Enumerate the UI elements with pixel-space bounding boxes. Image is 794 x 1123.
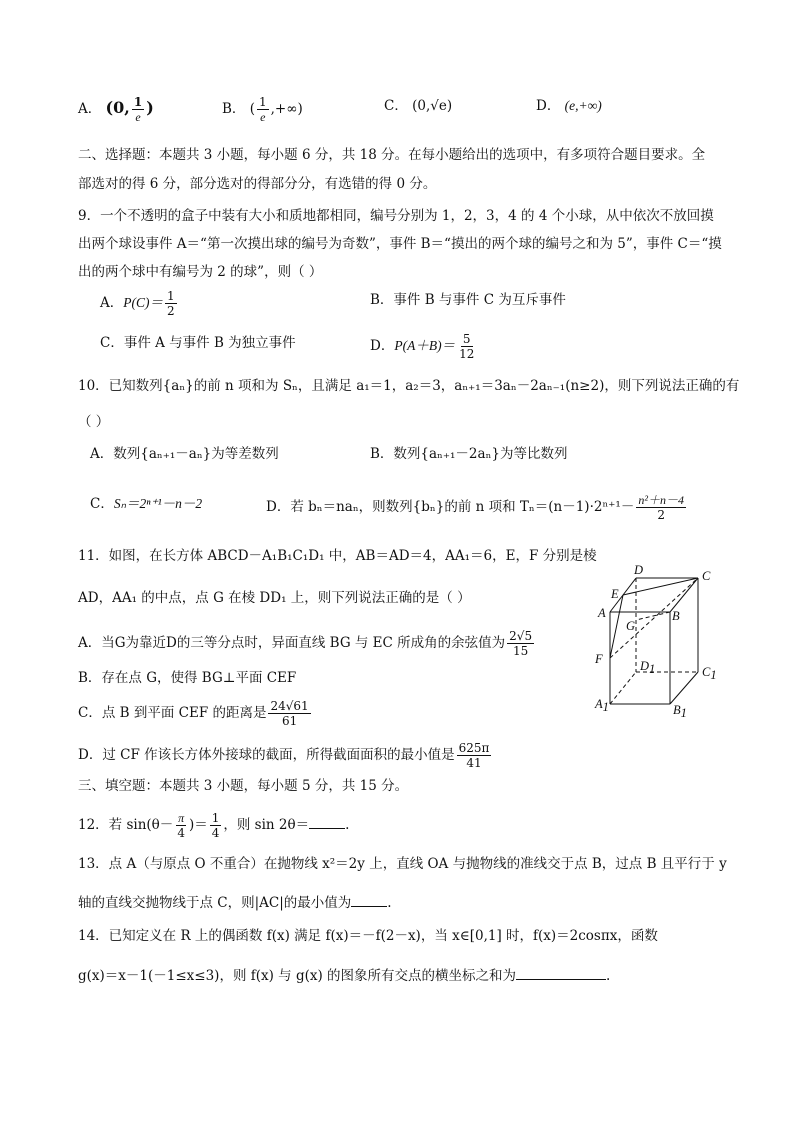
q10-option-c: C．Sₙ＝2ⁿ⁺¹－n－2 [90,496,203,512]
label-d1: D1 [640,659,656,676]
q9-line2: 出两个球设事件 A＝“第一次摸出球的编号为奇数”，事件 B＝“摸出的两个球的编号之和为 5”，事件 C＝“摸 [78,236,722,252]
q11-line2: AD，AA₁ 的中点，点 G 在棱 DD₁ 上，则下列说法正确的是（ ） [78,590,471,606]
q9-option-c: C．事件 A 与事件 B 为独立事件 [100,335,296,351]
label-a: A [598,606,606,620]
label-b: B [672,609,680,623]
section3-heading: 三、填空题：本题共 3 小题，每小题 5 分，共 15 分。 [78,778,409,794]
q8-b-fraction: $\frac{1}{e}$ [259,95,267,124]
q14-answer-blank[interactable] [516,967,606,980]
label-f: F [595,652,603,666]
q10-d-fraction: $\frac{\text{n²＋n－4}}{2}$ [638,493,684,522]
q10-line1: 10．已知数列{aₙ}的前 n 项和为 Sₙ，且满足 a₁＝1，a₂＝3，aₙ₊₁＝3aₙ－2aₙ₋₁(n≥2)，则下列说法正确的有 [78,378,740,394]
q11-c-fraction: $\frac{24√61}{61}$ [270,699,309,728]
q13-answer-blank[interactable] [351,894,387,907]
q9-option-b: B．事件 B 与事件 C 为互斥事件 [370,292,566,308]
edge-c1b1 [670,672,698,704]
q12-pi-fraction: $\frac{\pi}{4}$ [177,811,185,840]
q11-option-a: A．当G为靠近D的三等分点时，异面直线 BG 与 EC 所成角的余弦值为 $\frac{2√5}{15}$ [78,629,533,658]
q13-line2: 轴的直线交抛物线于点 C，则|AC|的最小值为 . [78,895,392,911]
q12-value-fraction: $\frac{1}{4}$ [211,811,220,840]
label-c: C [702,569,711,583]
label-e: E [611,587,619,601]
q10-option-b: B．数列{aₙ₊₁－2aₙ}为等比数列 [370,446,568,462]
q8-a-fraction: $\frac{1}{e}$ [133,95,143,124]
q8-option-a: A． (0, $\frac{1}{e}$ ) [78,95,154,124]
q10-option-d: D．若 bₙ＝naₙ，则数列{bₙ}的前 n 项和 Tₙ＝(n－1)·2ⁿ⁺¹－ $\frac{\text{n²＋n－4}}{2}$ [266,493,684,522]
q14-line2: g(x)＝x－1(－1≤x≤3)，则 f(x) 与 g(x) 的图象所有交点的横坐标之和为 . [78,968,611,984]
section2-line1: 二、选择题：本题共 3 小题，每小题 6 分，共 18 分。在每小题给出的选项中，有多项符合题目要求。全 [78,147,706,163]
segment-fc [610,578,698,658]
q10-line2: （ ） [78,414,110,430]
q14-line1: 14．已知定义在 R 上的偶函数 f(x) 满足 f(x)＝－f(2－x)，当 x∈[0,1] 时，f(x)＝2cosπx，函数 [78,928,658,944]
q11-line1: 11．如图，在长方体 ABCD－A₁B₁C₁D₁ 中，AB＝AD＝4，AA₁＝6，E，F 分别是棱 [78,548,597,564]
q9-option-d: D．P(A＋B)＝ $\frac{5}{12}$ [370,332,475,361]
q12-answer-blank[interactable] [309,816,345,829]
q11-option-d: D．过 CF 作该长方体外接球的截面，所得截面面积的最小值是 $\frac{625\pi}{41}$ [78,741,490,770]
q9-a-fraction: $\frac{1}{2}$ [167,289,175,318]
q9-line3: 出的两个球中有编号为 2 的球”，则（ ） [78,264,323,280]
label-a1: A1 [595,697,609,714]
q11-option-b: B．存在点 G，使得 BG⊥平面 CEF [78,670,297,686]
section2-line2: 部选对的得 6 分，部分选对的得部分分，有选错的得 0 分。 [78,176,437,192]
label-d: D [634,563,644,577]
q10-option-a: A．数列{aₙ₊₁－aₙ}为等差数列 [90,446,279,462]
cuboid-figure [590,562,720,720]
q12-line: 12．若 sin(θ－ $\frac{\pi}{4}$ )＝ $\frac{1}{4}$ ，则 sin 2θ＝ . [78,811,350,840]
q9-line1: 9．一个不透明的盒子中装有大小和质地都相同，编号分别为 1，2，3，4 的 4 个小球，从中依次不放回摸 [78,208,714,224]
q8-option-c: C． (0,√e) [384,98,453,114]
q11-d-fraction: $\frac{625\pi}{41}$ [458,741,490,770]
q13-line1: 13．点 A（与原点 O 不重合）在抛物线 x²＝2y 上，直线 OA 与抛物线的准线交于点 B，过点 B 且平行于 y [78,856,727,872]
q11-a-fraction: $\frac{2√5}{15}$ [509,629,533,658]
q9-d-fraction: $\frac{5}{12}$ [459,332,475,361]
q8-option-d: D． (e,+∞) [536,98,602,114]
q8-option-b: B． ( $\frac{1}{e}$ ,+∞) [222,95,303,124]
q11-option-c: C．点 B 到平面 CEF 的距离是 $\frac{24√61}{61}$ [78,699,309,728]
label-g: G [626,619,636,633]
label-b1: B1 [673,703,687,720]
label-c1: C1 [702,665,717,682]
edge-a1d1 [610,672,636,704]
q9-option-a: A．P(C)＝ $\frac{1}{2}$ [100,289,175,318]
